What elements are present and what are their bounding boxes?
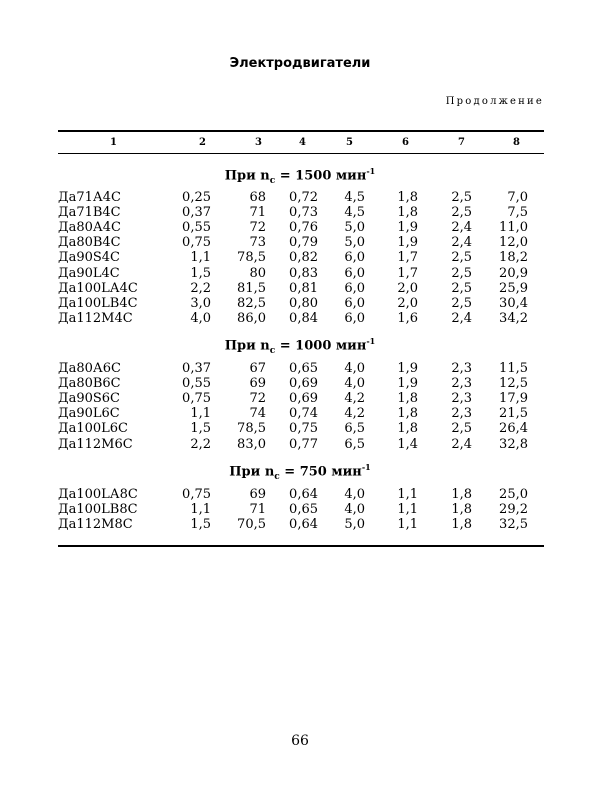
cell-col-5: 6,5 <box>344 421 365 437</box>
cell-col-3: 69 <box>249 376 266 392</box>
cell-col-4: 0,64 <box>289 517 318 533</box>
section-title-prefix: При n <box>224 168 270 184</box>
cell-col-5: 5,0 <box>344 235 365 251</box>
table-row <box>0 502 600 517</box>
cell-col-4: 0,65 <box>289 502 318 518</box>
cell-col-7: 2,4 <box>451 220 472 236</box>
page-title: Электродвигатели <box>229 56 371 71</box>
cell-col-8: 21,5 <box>499 406 528 422</box>
column-header-4: 4 <box>299 137 306 148</box>
cell-col-5: 6,0 <box>344 250 365 266</box>
cell-col-8: 29,2 <box>499 502 528 518</box>
cell-col-5: 5,0 <box>344 517 365 533</box>
cell-col-6: 1,8 <box>397 190 418 205</box>
cell-col-3: 80 <box>249 265 266 281</box>
cell-col-8: 12,5 <box>499 376 528 392</box>
cell-col-3: 72 <box>249 391 266 407</box>
cell-motor-type: Да90S4С <box>58 250 120 266</box>
cell-col-6: 1,7 <box>397 250 418 266</box>
section-title-value: = 750 мин <box>279 464 362 480</box>
table-bottom-rule <box>58 545 544 547</box>
cell-col-6: 1,1 <box>397 502 418 518</box>
section-title <box>0 166 600 186</box>
cell-col-4: 0,74 <box>289 406 318 422</box>
cell-motor-type: Да71А4С <box>58 190 121 205</box>
cell-col-7: 2,4 <box>451 310 472 326</box>
table-row <box>0 296 600 311</box>
cell-col-4: 0,77 <box>289 436 318 452</box>
cell-col-5: 4,2 <box>344 406 365 422</box>
cell-col-3: 81,5 <box>237 280 266 296</box>
cell-col-2: 1,1 <box>190 250 211 266</box>
cell-col-2: 3,0 <box>190 295 211 311</box>
cell-col-4: 0,64 <box>289 487 318 502</box>
column-header-3: 3 <box>255 137 262 148</box>
cell-col-3: 74 <box>249 406 266 422</box>
section-title-subscript: с <box>274 471 280 482</box>
cell-col-5: 6,0 <box>344 265 365 281</box>
cell-col-6: 1,8 <box>397 406 418 422</box>
column-header-8: 8 <box>513 137 520 148</box>
cell-col-3: 71 <box>249 205 266 221</box>
cell-col-7: 2,4 <box>451 436 472 452</box>
cell-col-3: 82,5 <box>237 295 266 311</box>
cell-col-6: 1,9 <box>397 376 418 392</box>
cell-col-5: 6,0 <box>344 310 365 326</box>
cell-col-2: 4,0 <box>190 310 211 326</box>
cell-col-5: 6,0 <box>344 295 365 311</box>
column-header-5: 5 <box>346 137 353 148</box>
cell-col-2: 2,2 <box>190 436 211 452</box>
cell-motor-type: Да100LА8С <box>58 487 138 502</box>
cell-col-8: 11,5 <box>499 361 528 376</box>
cell-col-8: 34,2 <box>499 310 528 326</box>
cell-col-7: 2,3 <box>451 406 472 422</box>
cell-col-3: 69 <box>249 487 266 502</box>
section-title-superscript: -1 <box>361 462 371 472</box>
cell-col-4: 0,79 <box>289 235 318 251</box>
cell-motor-type: Да100LВ8С <box>58 502 138 518</box>
table-row <box>0 266 600 281</box>
cell-col-7: 2,5 <box>451 295 472 311</box>
cell-col-7: 2,3 <box>451 361 472 376</box>
cell-motor-type: Да80В6С <box>58 376 121 392</box>
cell-col-3: 78,5 <box>237 421 266 437</box>
cell-col-4: 0,72 <box>289 190 318 205</box>
cell-col-8: 11,0 <box>499 220 528 236</box>
table-row <box>0 421 600 436</box>
table-row <box>0 281 600 296</box>
cell-col-8: 12,0 <box>499 235 528 251</box>
cell-col-8: 26,4 <box>499 421 528 437</box>
cell-col-5: 4,0 <box>344 487 365 502</box>
cell-col-4: 0,81 <box>289 280 318 296</box>
cell-col-4: 0,84 <box>289 310 318 326</box>
cell-col-3: 68 <box>249 190 266 205</box>
cell-motor-type: Да90S6С <box>58 391 120 407</box>
cell-col-4: 0,69 <box>289 376 318 392</box>
continuation-label: Продолжение <box>445 96 544 107</box>
cell-col-3: 72 <box>249 220 266 236</box>
cell-col-8: 20,9 <box>499 265 528 281</box>
section-title-subscript: с <box>269 175 276 186</box>
cell-motor-type: Да80А6С <box>58 361 121 376</box>
cell-col-5: 4,5 <box>344 205 365 221</box>
cell-col-2: 0,75 <box>182 235 211 251</box>
cell-col-6: 2,0 <box>397 295 418 311</box>
cell-motor-type: Да80В4С <box>58 235 121 251</box>
table-row <box>0 361 600 376</box>
table-row <box>0 406 600 421</box>
cell-col-8: 18,2 <box>499 250 528 266</box>
cell-col-2: 1,5 <box>190 265 211 281</box>
cell-col-4: 0,76 <box>289 220 318 236</box>
cell-col-7: 2,3 <box>451 391 472 407</box>
cell-col-3: 73 <box>249 235 266 251</box>
cell-col-5: 4,0 <box>344 376 365 392</box>
section-title-subscript: с <box>269 345 276 356</box>
cell-col-7: 2,5 <box>451 421 472 437</box>
table-row <box>0 311 600 326</box>
cell-col-6: 2,0 <box>397 280 418 296</box>
cell-motor-type: Да112М6С <box>58 436 133 452</box>
cell-col-7: 2,5 <box>451 190 472 205</box>
section-title-value: = 1500 мин <box>275 168 367 184</box>
cell-col-7: 2,5 <box>451 280 472 296</box>
cell-col-5: 4,0 <box>344 502 365 518</box>
cell-col-2: 1,1 <box>190 502 211 518</box>
cell-motor-type: Да112М4С <box>58 310 133 326</box>
cell-col-8: 32,5 <box>499 517 528 533</box>
section-title-prefix: При n <box>229 464 275 480</box>
section-title-superscript: -1 <box>366 336 376 346</box>
cell-col-4: 0,75 <box>289 421 318 437</box>
cell-motor-type: Да112М8С <box>58 517 133 533</box>
cell-col-3: 67 <box>249 361 266 376</box>
section-title-value: = 1000 мин <box>275 338 367 354</box>
cell-col-2: 1,5 <box>190 421 211 437</box>
cell-col-3: 78,5 <box>237 250 266 266</box>
cell-col-8: 17,9 <box>499 391 528 407</box>
cell-col-5: 4,5 <box>344 190 365 205</box>
table-row <box>0 391 600 406</box>
cell-motor-type: Да71В4С <box>58 205 121 221</box>
cell-col-7: 1,8 <box>451 502 472 518</box>
table-row <box>0 437 600 452</box>
cell-col-2: 0,55 <box>182 376 211 392</box>
cell-col-8: 32,8 <box>499 436 528 452</box>
cell-col-7: 2,5 <box>451 265 472 281</box>
cell-col-2: 0,37 <box>182 361 211 376</box>
cell-motor-type: Да80А4С <box>58 220 121 236</box>
cell-col-5: 6,5 <box>344 436 365 452</box>
cell-col-6: 1,8 <box>397 391 418 407</box>
cell-col-5: 6,0 <box>344 280 365 296</box>
cell-col-7: 2,4 <box>451 235 472 251</box>
cell-col-6: 1,9 <box>397 220 418 236</box>
cell-col-8: 25,0 <box>499 487 528 502</box>
cell-col-6: 1,1 <box>397 517 418 533</box>
section-title-superscript: -1 <box>366 166 376 176</box>
cell-col-3: 83,0 <box>237 436 266 452</box>
cell-col-6: 1,6 <box>397 310 418 326</box>
cell-col-7: 2,3 <box>451 376 472 392</box>
cell-col-2: 0,75 <box>182 391 211 407</box>
table-row <box>0 376 600 391</box>
table-row <box>0 220 600 235</box>
cell-col-7: 1,8 <box>451 517 472 533</box>
table-row <box>0 235 600 250</box>
cell-col-4: 0,83 <box>289 265 318 281</box>
cell-col-7: 1,8 <box>451 487 472 502</box>
column-header-7: 7 <box>458 137 465 148</box>
cell-col-8: 30,4 <box>499 295 528 311</box>
cell-col-3: 70,5 <box>237 517 266 533</box>
cell-motor-type: Да90L4С <box>58 265 120 281</box>
section-title-prefix: При n <box>224 338 270 354</box>
cell-col-6: 1,7 <box>397 265 418 281</box>
cell-col-4: 0,82 <box>289 250 318 266</box>
cell-col-6: 1,9 <box>397 235 418 251</box>
table-row <box>0 250 600 265</box>
cell-col-2: 2,2 <box>190 280 211 296</box>
cell-col-2: 0,75 <box>182 487 211 502</box>
cell-motor-type: Да90L6С <box>58 406 120 422</box>
cell-col-8: 7,0 <box>507 190 528 205</box>
column-header-6: 6 <box>402 137 409 148</box>
table-top-rule <box>58 130 544 132</box>
column-header-2: 2 <box>199 137 206 148</box>
cell-col-5: 4,0 <box>344 361 365 376</box>
header-bottom-rule <box>58 153 544 154</box>
cell-col-8: 25,9 <box>499 280 528 296</box>
cell-col-5: 5,0 <box>344 220 365 236</box>
cell-col-4: 0,73 <box>289 205 318 221</box>
cell-col-2: 0,25 <box>182 190 211 205</box>
cell-col-6: 1,8 <box>397 421 418 437</box>
cell-motor-type: Да100LА4С <box>58 280 138 296</box>
cell-col-3: 86,0 <box>237 310 266 326</box>
cell-motor-type: Да100L6С <box>58 421 128 437</box>
page-number: 66 <box>291 733 309 749</box>
section-title <box>0 336 600 356</box>
cell-col-4: 0,65 <box>289 361 318 376</box>
cell-col-4: 0,80 <box>289 295 318 311</box>
cell-col-2: 1,5 <box>190 517 211 533</box>
section-title <box>0 462 600 482</box>
cell-col-6: 1,9 <box>397 361 418 376</box>
table-row <box>0 190 600 205</box>
cell-col-6: 1,4 <box>397 436 418 452</box>
table-row <box>0 517 600 532</box>
cell-col-7: 2,5 <box>451 250 472 266</box>
cell-col-2: 0,37 <box>182 205 211 221</box>
cell-col-5: 4,2 <box>344 391 365 407</box>
cell-col-4: 0,69 <box>289 391 318 407</box>
cell-col-8: 7,5 <box>507 205 528 221</box>
cell-col-2: 1,1 <box>190 406 211 422</box>
cell-col-3: 71 <box>249 502 266 518</box>
cell-col-2: 0,55 <box>182 220 211 236</box>
table-row <box>0 205 600 220</box>
cell-motor-type: Да100LВ4С <box>58 295 138 311</box>
cell-col-6: 1,1 <box>397 487 418 502</box>
cell-col-6: 1,8 <box>397 205 418 221</box>
table-row <box>0 487 600 502</box>
cell-col-7: 2,5 <box>451 205 472 221</box>
column-header-1: 1 <box>110 137 117 148</box>
